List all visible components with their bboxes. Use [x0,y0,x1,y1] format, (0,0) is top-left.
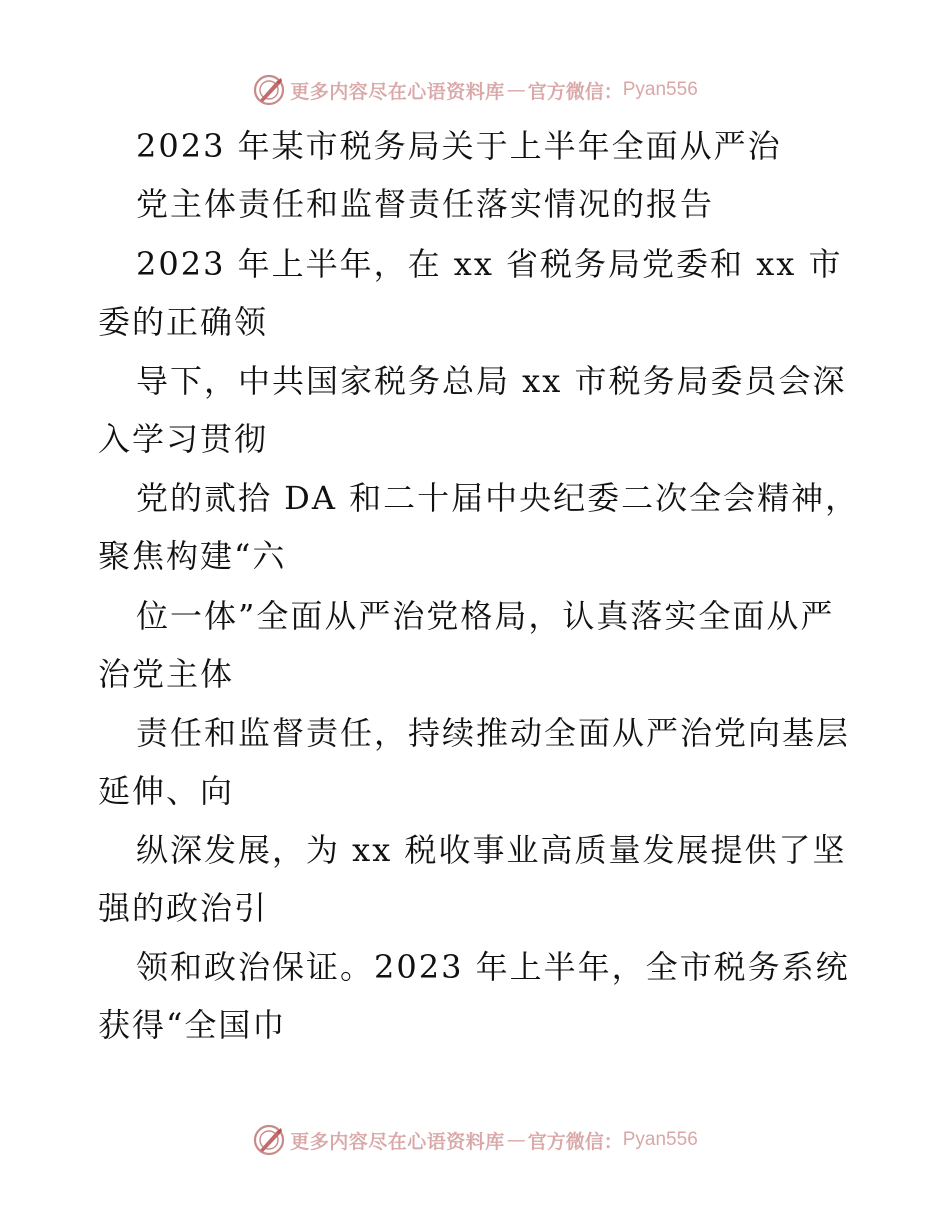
watermark-official-label: 官方微信： [527,1130,623,1153]
body-line: 延伸、向 [98,772,235,810]
quill-seal-icon [252,73,286,107]
watermark-dash: — [506,79,526,101]
body-line: 入学习贯彻 [98,420,269,458]
quill-seal-icon [252,1123,286,1157]
body-line: 强的政治引 [98,889,269,927]
watermark-brand-text: 更多内容尽在心语资料库 [290,1130,505,1153]
body-line: 委的正确领 [98,303,269,341]
body-line: 责任和监督责任，持续推动全面从严治党向基层 [136,714,851,752]
watermark-wechat-id: Pyan556 [622,79,698,100]
body-line: 位一体”全面从严治党格局，认真落实全面从严 [136,597,835,635]
watermark-wechat-id: Pyan556 [622,1129,698,1150]
body-line: 2023 年上半年，在 xx 省税务局党委和 xx 市 [136,245,843,283]
watermark-brand-text: 更多内容尽在心语资料库 [290,80,505,103]
body-line: 治党主体 [98,655,235,693]
body-line: 领和政治保证。2023 年上半年，全市税务系统 [136,948,850,986]
body-line: 纵深发展，为 xx 税收事业高质量发展提供了坚 [136,831,847,869]
header-watermark [0,70,950,110]
body-line: 聚焦构建“六 [98,537,287,575]
body-line: 导下，中共国家税务总局 xx 市税务局委员会深 [136,362,847,400]
body-line: 党的贰拾 DA 和二十届中央纪委二次全会精神， [136,479,860,517]
document-title-line-1: 2023 年某市税务局关于上半年全面从严治 [136,127,782,165]
footer-watermark [0,1120,950,1160]
body-line: 获得“全国巾 [98,1006,287,1044]
watermark-official-label: 官方微信： [527,80,623,103]
watermark-dash: — [506,1129,526,1151]
document-title-line-2: 党主体责任和监督责任落实情况的报告 [136,185,715,223]
